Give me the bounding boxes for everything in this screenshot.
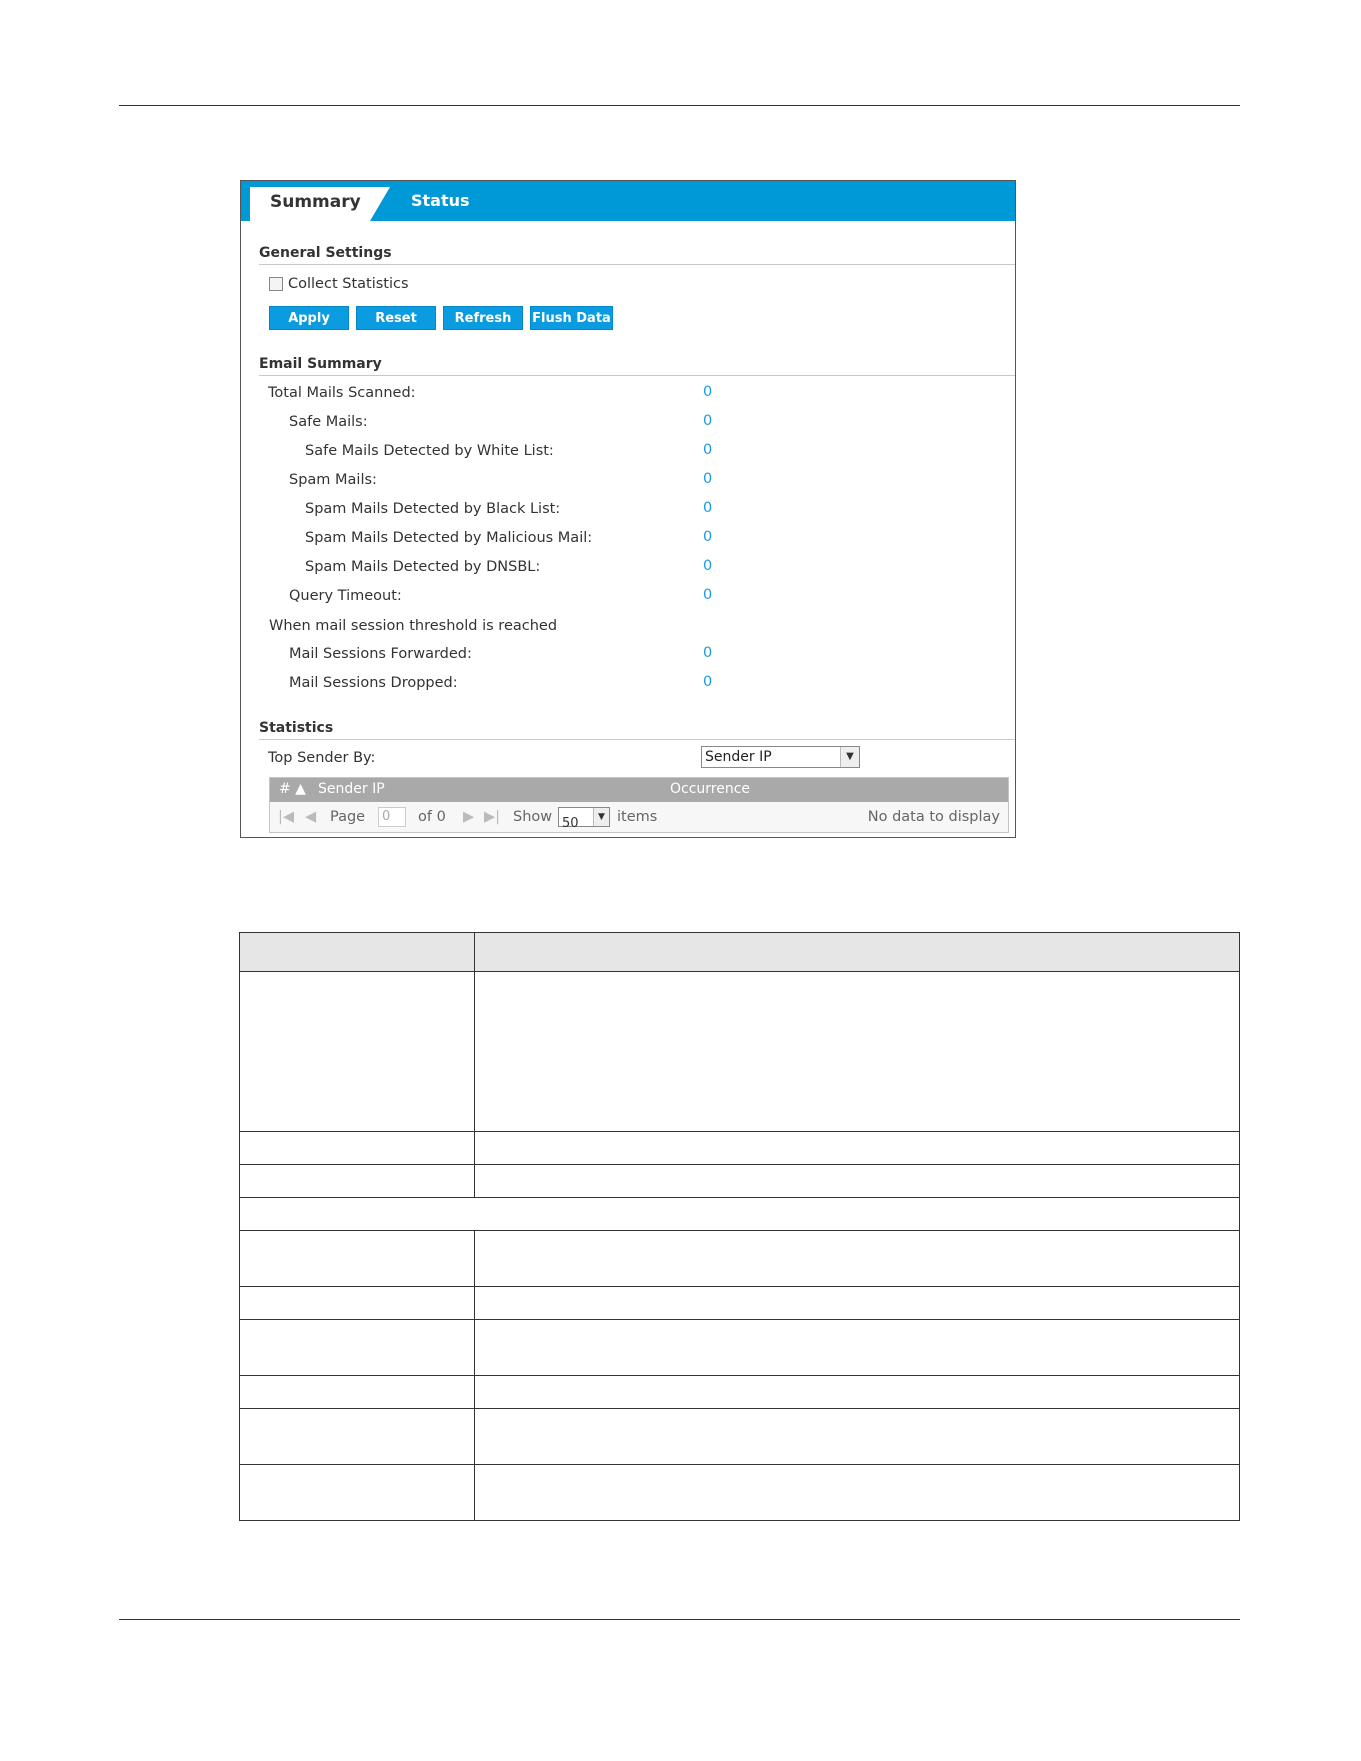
safe-mails-value: 0: [703, 413, 713, 429]
table-row: [240, 1465, 1240, 1521]
grid-header: [270, 778, 1008, 802]
total-mails-scanned-label: Total Mails Scanned:: [268, 385, 416, 401]
query-timeout-value: 0: [703, 587, 713, 603]
table-row: [240, 1287, 1240, 1320]
collect-statistics-label: Collect Statistics: [288, 276, 409, 292]
collect-statistics-checkbox[interactable]: [269, 277, 283, 291]
reset-button[interactable]: Reset: [356, 306, 436, 330]
column-sender-ip[interactable]: Sender IP: [318, 781, 385, 797]
spam-mails-value: 0: [703, 471, 713, 487]
mail-sessions-forwarded-label: Mail Sessions Forwarded:: [289, 646, 472, 662]
statistics-title: Statistics: [259, 720, 1015, 740]
items-label: items: [617, 809, 658, 825]
flush-data-button[interactable]: Flush Data: [530, 306, 613, 330]
spam-malicious-mail-label: Spam Mails Detected by Malicious Mail:: [305, 530, 593, 546]
query-timeout-label: Query Timeout:: [289, 588, 402, 604]
last-page-icon[interactable]: ▶|: [484, 809, 501, 825]
email-summary-title: Email Summary: [259, 356, 1015, 376]
page-input[interactable]: 0: [378, 807, 406, 827]
collect-statistics-row: [269, 276, 409, 292]
table-row: [240, 1376, 1240, 1409]
table-row: [240, 1132, 1240, 1165]
tab-bar: [241, 181, 1015, 221]
safe-mails-white-list-value: 0: [703, 442, 713, 458]
spam-black-list-value: 0: [703, 500, 713, 516]
top-sender-grid: [269, 777, 1009, 833]
safe-mails-white-list-label: Safe Mails Detected by White List:: [305, 443, 554, 459]
spam-mails-label: Spam Mails:: [289, 472, 377, 488]
show-label: Show: [513, 809, 553, 825]
page-size-value: 50: [562, 816, 579, 831]
table-section-row: [240, 1198, 1240, 1231]
page-size-select[interactable]: [558, 807, 610, 831]
mail-sessions-dropped-value: 0: [703, 674, 713, 690]
header-rule: [119, 105, 1240, 106]
tab-status[interactable]: Status: [411, 191, 470, 210]
grid-pager: [270, 802, 1008, 832]
chevron-down-icon: ▼: [593, 808, 609, 826]
prev-page-icon[interactable]: ◀: [305, 809, 317, 825]
spam-malicious-mail-value: 0: [703, 529, 713, 545]
column-number-sort[interactable]: # ▲: [279, 781, 306, 797]
action-buttons: [269, 306, 613, 330]
spam-black-list-label: Spam Mails Detected by Black List:: [305, 501, 561, 517]
anti-spam-summary-panel: [240, 180, 1016, 838]
total-mails-scanned-value: 0: [703, 384, 713, 400]
refresh-button[interactable]: Refresh: [443, 306, 523, 330]
footer-rule: [119, 1619, 1240, 1620]
apply-button[interactable]: Apply: [269, 306, 349, 330]
top-sender-select-value: Sender IP: [705, 749, 772, 765]
safe-mails-label: Safe Mails:: [289, 414, 368, 430]
next-page-icon[interactable]: ▶: [463, 809, 475, 825]
top-sender-select[interactable]: [701, 746, 860, 768]
general-settings-title: General Settings: [259, 245, 1015, 265]
table-row: [240, 1165, 1240, 1198]
page-count: of 0: [418, 809, 446, 825]
session-threshold-label: When mail session threshold is reached: [269, 618, 558, 634]
table-row: [240, 1409, 1240, 1465]
column-occurrence[interactable]: Occurrence: [670, 781, 751, 797]
chevron-down-icon: ▼: [840, 747, 859, 767]
table-row: [240, 1231, 1240, 1287]
top-sender-label: Top Sender By:: [268, 750, 376, 766]
spam-dnsbl-value: 0: [703, 558, 713, 574]
page-label: Page: [330, 809, 366, 825]
table-row: [240, 1320, 1240, 1376]
spam-dnsbl-label: Spam Mails Detected by DNSBL:: [305, 559, 541, 575]
tab-summary[interactable]: Summary: [250, 187, 370, 221]
field-description-table: [239, 932, 1240, 1521]
mail-sessions-dropped-label: Mail Sessions Dropped:: [289, 675, 458, 691]
table-header-row: [240, 933, 1240, 972]
no-data-message: No data to display: [867, 809, 1000, 825]
mail-sessions-forwarded-value: 0: [703, 645, 713, 661]
first-page-icon[interactable]: |◀: [278, 809, 295, 825]
table-row: [240, 972, 1240, 1132]
